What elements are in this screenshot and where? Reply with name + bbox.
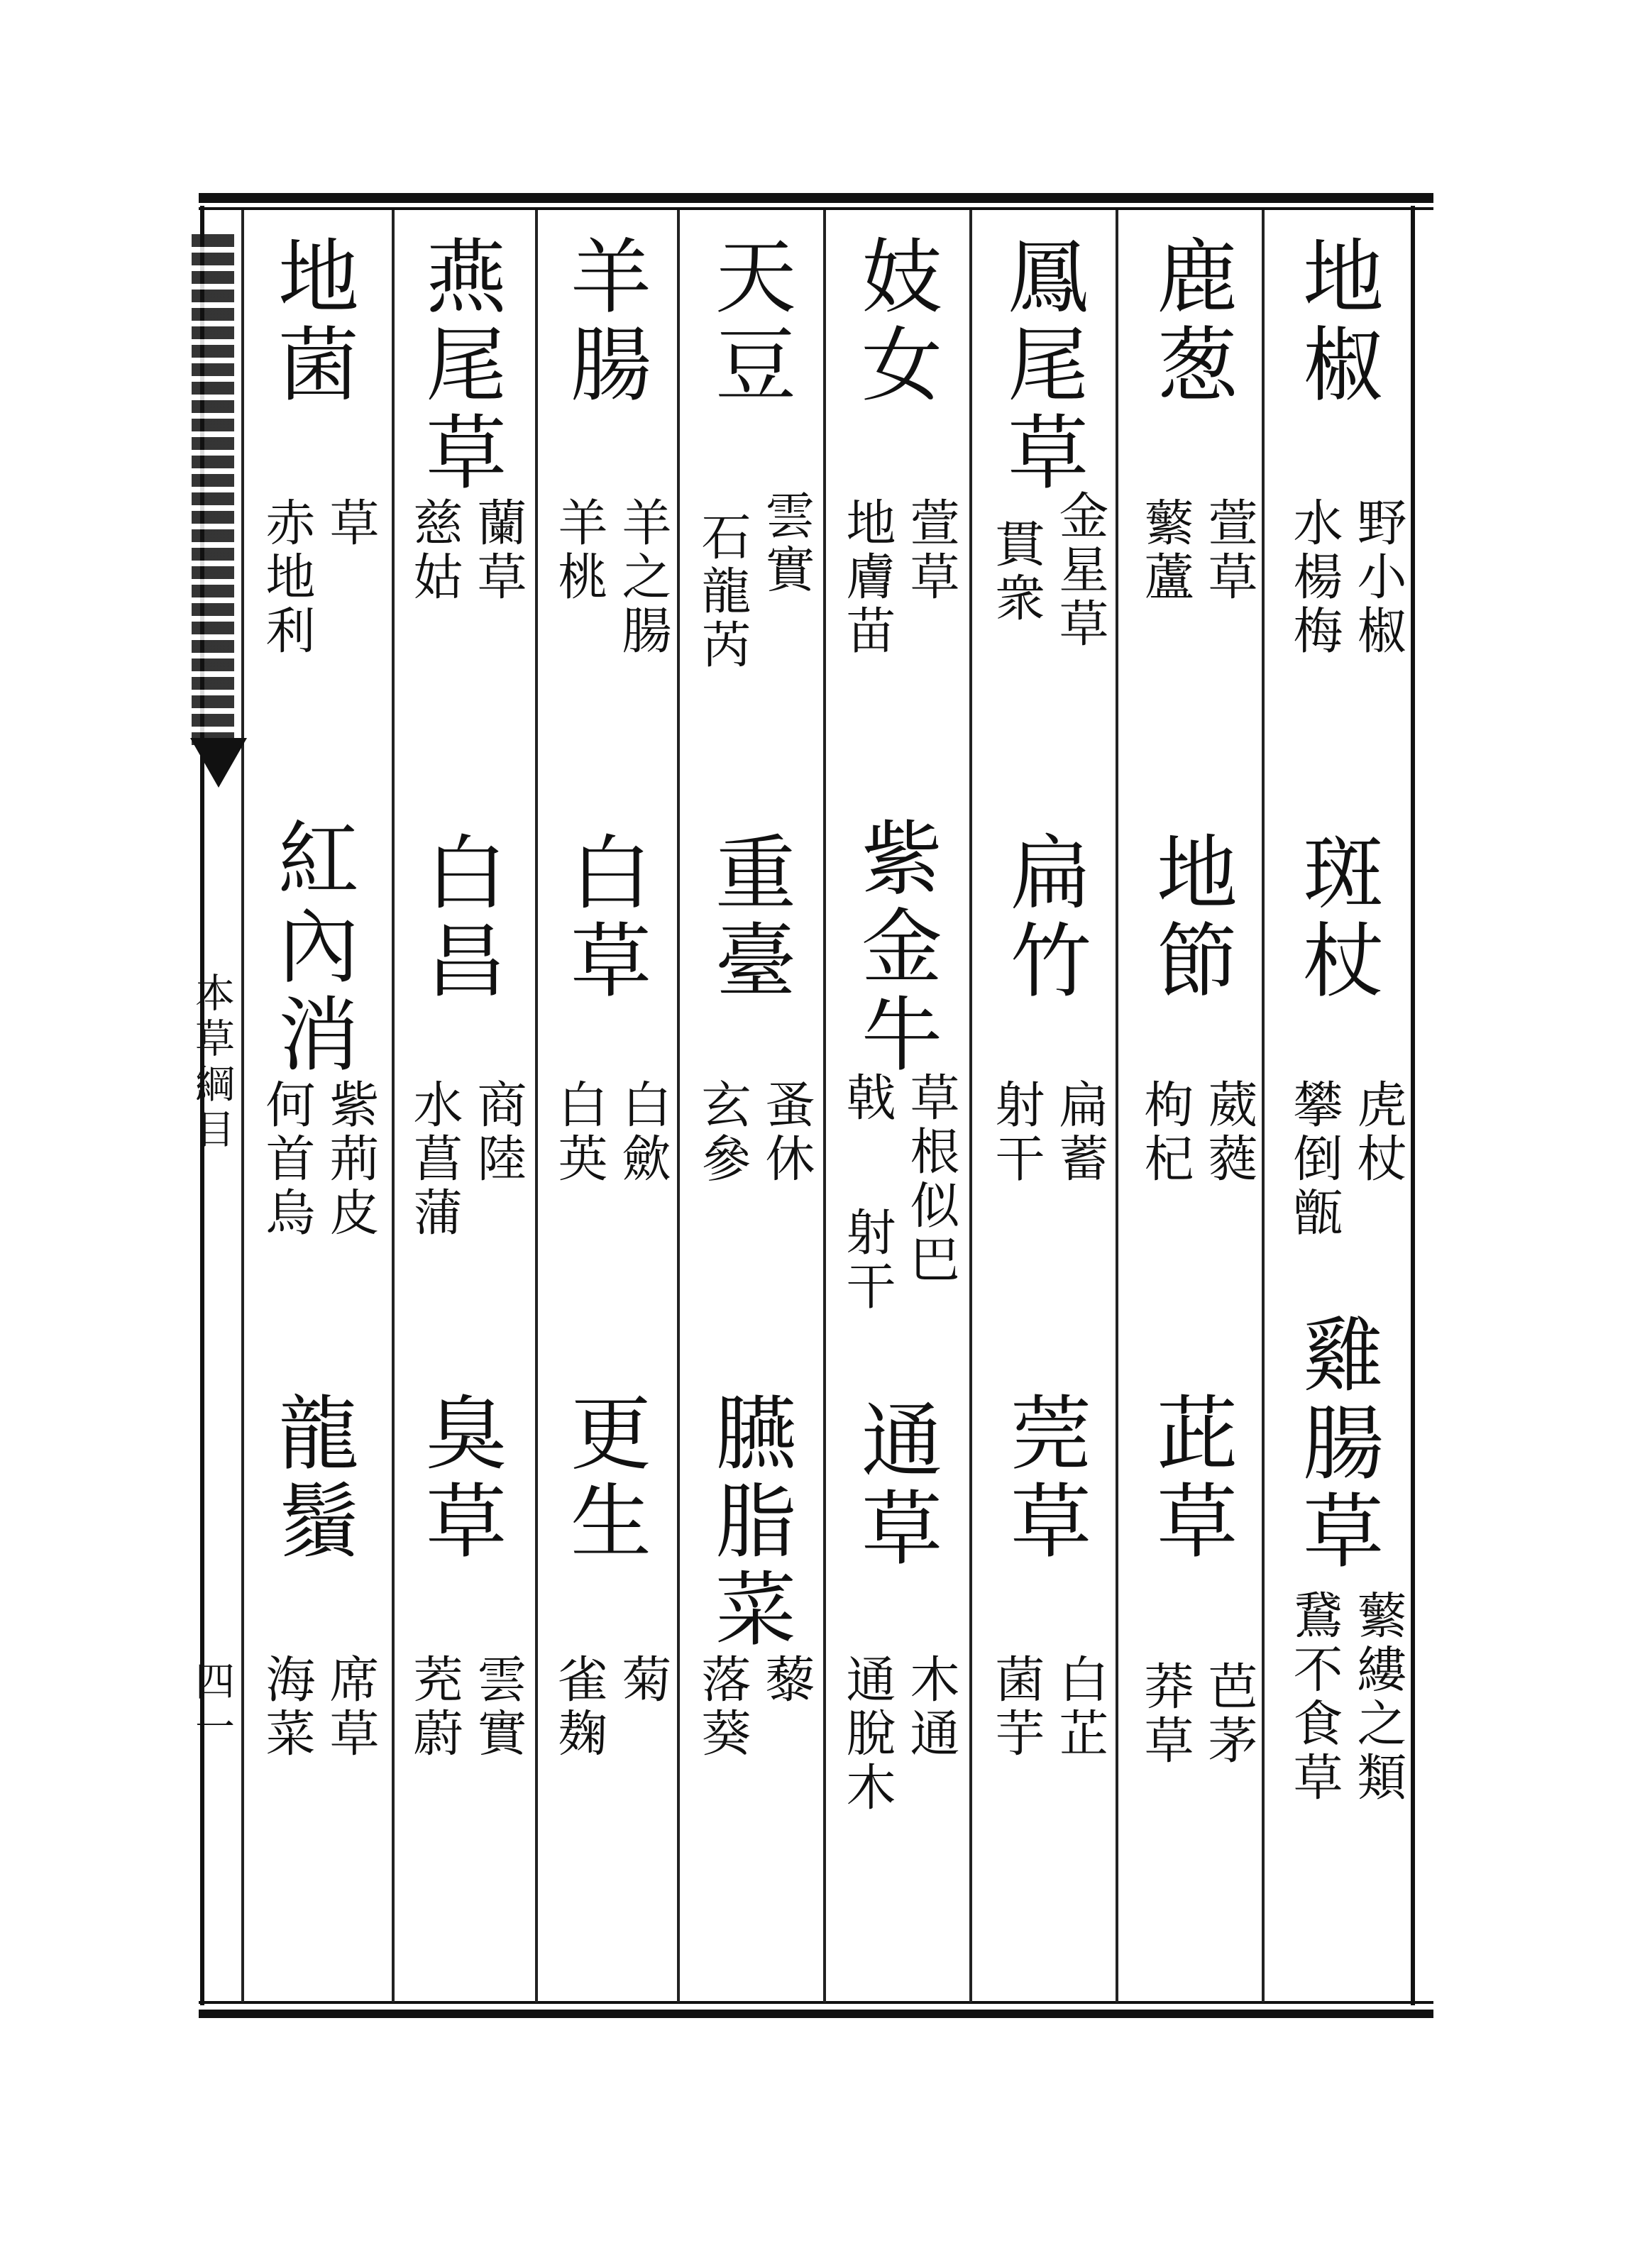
entry-alias: 雲實	[469, 1653, 527, 1761]
entry-alias: 草	[321, 497, 380, 551]
entry-name: 地菌	[265, 234, 359, 410]
entry-alias: 水楊梅	[1285, 497, 1343, 658]
entry-alias: 金星草	[1051, 490, 1109, 651]
column-divider	[241, 210, 244, 2002]
entry-name: 臙脂菜	[702, 1391, 796, 1655]
column-divider	[535, 210, 538, 2002]
fishtail-mark	[190, 738, 247, 788]
entry-alias: 虎杖	[1349, 1079, 1407, 1186]
column-divider	[1262, 210, 1265, 2002]
entry-alias: 木通	[902, 1653, 960, 1761]
entry-alias: 慈姑	[405, 497, 463, 605]
column-divider	[392, 210, 395, 2002]
entry-alias: 鵞不食草	[1285, 1589, 1343, 1805]
entry-name: 雞腸草	[1289, 1313, 1384, 1577]
entry-alias: 萱草	[902, 497, 960, 605]
entry-name: 重臺	[702, 830, 796, 1006]
entry-alias: 石龍芮	[693, 511, 751, 673]
bottom-border-thin	[199, 2001, 1433, 2004]
right-border	[1411, 206, 1415, 2005]
entry-name: 白昌	[412, 830, 507, 1006]
entry-alias: 扁蓄	[1051, 1079, 1109, 1186]
margin-book-title: 本草綱目	[189, 972, 235, 1154]
entry-name: 莞草	[997, 1391, 1091, 1567]
entry-alias: 羊之腸	[614, 497, 672, 658]
entry-alias: 射干	[987, 1079, 1045, 1186]
entry-alias: 蘭草	[469, 497, 527, 605]
entry-alias: 葳蕤	[1200, 1079, 1258, 1186]
entry-alias: 落葵	[693, 1653, 751, 1761]
entry-alias: 何首烏	[258, 1079, 316, 1240]
entry-alias: 玄參	[693, 1079, 751, 1186]
entry-alias: 白芷	[1051, 1653, 1109, 1761]
entry-name: 燕尾草	[412, 234, 507, 498]
entry-alias: 海菜	[258, 1653, 316, 1761]
top-border-thin	[199, 207, 1433, 210]
entry-alias: 白英	[550, 1079, 608, 1186]
entry-alias: 蘩縷之類	[1349, 1589, 1407, 1805]
column-divider	[969, 210, 972, 2002]
entry-alias: 紫荊皮	[321, 1079, 380, 1240]
entry-alias: 射干	[838, 1206, 896, 1314]
entry-name: 羊腸	[557, 234, 651, 410]
entry-name: 斑杖	[1289, 830, 1384, 1006]
entry-name: 扁竹	[997, 830, 1091, 1006]
entry-name: 紫金牛	[848, 816, 942, 1080]
bottom-border-thick	[199, 2010, 1433, 2018]
entry-alias: 戟	[838, 1071, 896, 1125]
entry-alias: 攀倒甑	[1285, 1079, 1343, 1240]
entry-alias: 菌芋	[987, 1653, 1045, 1761]
entry-alias: 芭茅	[1200, 1660, 1258, 1768]
entry-name: 更生	[557, 1391, 651, 1567]
entry-alias: 菊	[614, 1653, 672, 1707]
entry-alias: 商陸	[469, 1079, 527, 1186]
entry-name: 地椒	[1289, 234, 1384, 410]
entry-name: 紅內消	[265, 816, 359, 1080]
entry-alias: 萱草	[1200, 497, 1258, 605]
entry-alias: 貫衆	[987, 518, 1045, 626]
top-border-thick	[199, 193, 1433, 203]
entry-name: 鳳尾草	[994, 234, 1089, 498]
margin-page-number: 四一	[189, 1660, 235, 1751]
entry-alias: 蘩蘆	[1136, 497, 1194, 605]
entry-alias: 雀麹	[550, 1653, 608, 1761]
margin-title-block	[192, 234, 234, 745]
entry-alias: 枸杞	[1136, 1079, 1194, 1186]
column-divider	[1116, 210, 1118, 2002]
entry-alias: 赤地利	[258, 497, 316, 658]
column-divider	[823, 210, 826, 2002]
entry-name: 妓女	[848, 234, 942, 410]
entry-alias: 草根似巴	[902, 1071, 960, 1287]
entry-alias: 白歛	[614, 1079, 672, 1186]
entry-name: 龍鬚	[265, 1391, 359, 1567]
entry-alias: 野小椒	[1349, 497, 1407, 658]
entry-alias: 茺蔚	[405, 1653, 463, 1761]
entry-alias: 水菖蒲	[405, 1079, 463, 1240]
entry-alias: 蚤休	[757, 1079, 815, 1186]
entry-alias: 席草	[321, 1653, 380, 1761]
entry-alias: 地膚苗	[838, 497, 896, 658]
entry-alias: 雲實	[757, 490, 815, 597]
entry-name: 地節	[1143, 830, 1238, 1006]
entry-name: 天豆	[702, 234, 796, 410]
entry-alias: 通脫木	[838, 1653, 896, 1815]
entry-alias: 藜	[757, 1653, 815, 1707]
column-divider	[677, 210, 680, 2002]
entry-name: 白草	[557, 830, 651, 1006]
entry-name: 茈草	[1143, 1391, 1238, 1567]
entry-name: 鹿葱	[1143, 234, 1238, 410]
entry-alias: 莽草	[1136, 1660, 1194, 1768]
entry-alias: 羊桃	[550, 497, 608, 605]
entry-name: 臭草	[412, 1391, 507, 1567]
entry-name: 通草	[848, 1398, 942, 1574]
